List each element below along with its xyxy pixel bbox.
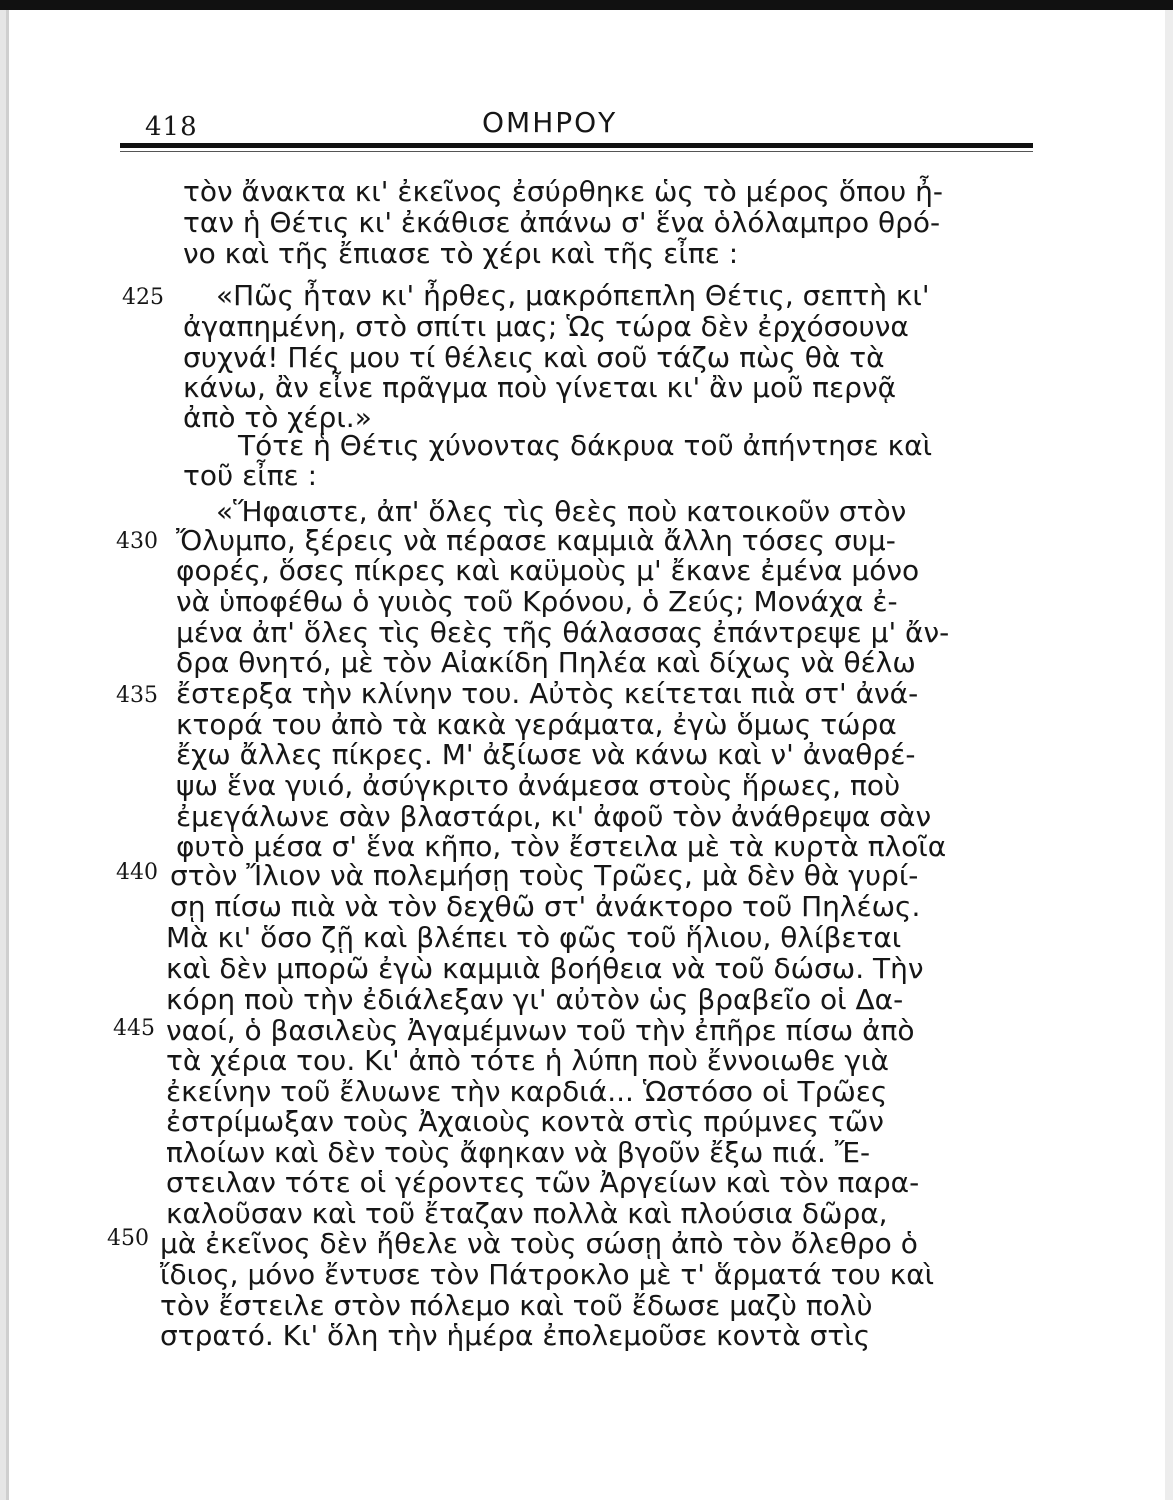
text-line: ἐστρίμωξαν τοὺς Ἀχαιοὺς κοντὰ στὶς πρύμνες τῶν — [166, 1105, 884, 1138]
text-line: ἀγαπημένη, στὸ σπίτι μας; Ὡς τώρα δὲν ἐρχόσουνα — [183, 310, 909, 343]
text-line: τὸν ἄνακτα κι' ἐκεῖνος ἐσύρθηκε ὡς τὸ μέρος ὅπου ἦ- — [183, 175, 943, 208]
text-line: ψω ἕνα γυιό, ἀσύγκριτο ἀνάμεσα στοὺς ἥρωες, ποὺ — [176, 769, 901, 802]
text-line: τὸν ἔστειλε στὸν πόλεμο καὶ τοῦ ἔδωσε μαζὺ πολὺ — [160, 1289, 873, 1322]
text-line: ἔχω ἄλλες πίκρες. Μ' ἀξίωσε νὰ κάνω καὶ ν' ἀναθρέ- — [176, 738, 916, 771]
text-line: ναοί, ὁ βασιλεὺς Ἀγαμέμνων τοῦ τὴν ἐπῆρε πίσω ἀπὸ — [166, 1014, 915, 1047]
line-number: 445 — [113, 1016, 155, 1041]
text-line: στρατό. Κι' ὅλη τὴν ἡμέρα ἐπολεμοῦσε κοντὰ στὶς — [160, 1319, 871, 1352]
text-line: ἀπὸ τὸ χέρι.» — [183, 401, 372, 434]
text-line: κτορά του ἀπὸ τὰ κακὰ γεράματα, ἐγὼ ὅμως τώρα — [176, 708, 897, 741]
running-head: ΟΜΗΡΟΥ — [482, 106, 618, 139]
text-line: φυτὸ μέσα σ' ἕνα κῆπο, τὸν ἔστειλα μὲ τὰ κυρτὰ πλοῖα — [176, 830, 947, 863]
text-line: Τότε ἡ Θέτις χύνοντας δάκρυα τοῦ ἀπήντησε καὶ — [238, 429, 933, 462]
text-line: στὸν Ἴλιον νὰ πολεμήσῃ τοὺς Τρῶες, μὰ δὲν θὰ γυρί- — [170, 859, 919, 892]
text-line: στειλαν τότε οἱ γέροντες τῶν Ἀργείων καὶ τὸν παρα- — [166, 1166, 920, 1199]
text-line: νὰ ὑποφέθω ὁ γυιὸς τοῦ Κρόνου, ὁ Ζεύς; Μονάχα ἐ- — [176, 585, 898, 618]
line-number: 435 — [116, 683, 158, 708]
page-right-edge — [1165, 10, 1173, 1500]
text-line: ἐμεγάλωνε σὰν βλαστάρι, κι' ἀφοῦ τὸν ἀνάθρεψα σὰν — [176, 800, 932, 833]
text-line: μένα ἀπ' ὅλες τὶς θεὲς τῆς θάλασσας ἐπάντρεψε μ' ἄν- — [176, 616, 950, 649]
text-line: κάνω, ἂν εἶνε πρᾶγμα ποὺ γίνεται κι' ἂν μοῦ περνᾷ — [183, 371, 897, 404]
text-line: Ὄλυμπο, ξέρεις νὰ πέρασε καμμιὰ ἄλλη τόσες συμ- — [176, 524, 896, 557]
text-line: μὰ ἐκεῖνος δὲν ἤθελε νὰ τοὺς σώσῃ ἀπὸ τὸν ὄλεθρο ὁ — [160, 1227, 918, 1260]
text-line: τοῦ εἶπε : — [183, 459, 318, 492]
page-top-edge — [0, 0, 1173, 10]
text-line: ἴδιος, μόνο ἔντυσε τὸν Πάτροκλο μὲ τ' ἅρματά του καὶ — [160, 1258, 935, 1291]
text-line: ταν ἡ Θέτις κι' ἐκάθισε ἀπάνω σ' ἕνα ὁλόλαμπρο θρό- — [183, 206, 941, 239]
text-line: σῃ πίσω πιὰ νὰ τὸν δεχθῶ στ' ἀνάκτορο τοῦ Πηλέως. — [170, 890, 921, 923]
text-line: καὶ δὲν μπορῶ ἐγὼ καμμιὰ βοήθεια νὰ τοῦ δώσω. Τὴν — [166, 952, 924, 985]
text-line: ἐκείνην τοῦ ἔλυωνε τὴν καρδιά... Ὡστόσο οἱ Τρῶες — [166, 1075, 888, 1108]
text-line: πλοίων καὶ δὲν τοὺς ἄφηκαν νὰ βγοῦν ἔξω πιά. Ἔ- — [166, 1136, 871, 1169]
page-number: 418 — [145, 112, 198, 142]
text-line: «Πῶς ἦταν κι' ἦρθες, μακρόπεπλη Θέτις, σεπτὴ κι' — [216, 279, 930, 312]
text-line: «Ἥφαιστε, ἀπ' ὅλες τὶς θεὲς ποὺ κατοικοῦν στὸν — [216, 495, 907, 528]
line-number: 440 — [116, 860, 158, 885]
line-number: 430 — [116, 529, 158, 554]
text-line: νο καὶ τῆς ἔπιασε τὸ χέρι καὶ τῆς εἶπε : — [183, 237, 739, 270]
text-line: ἔστερξα τὴν κλίνην του. Αὐτὸς κείτεται πιὰ στ' ἀνά- — [176, 677, 919, 710]
text-line: τὰ χέρια του. Κι' ἀπὸ τότε ἡ λύπη ποὺ ἔννοιωθε γιὰ — [166, 1044, 889, 1077]
text-line: καλοῦσαν καὶ τοῦ ἔταζαν πολλὰ καὶ πλούσια δῶρα, — [166, 1197, 888, 1230]
text-line: συχνά! Πές μου τί θέλεις καὶ σοῦ τάζω πὼς θὰ τὰ — [183, 341, 885, 374]
line-number: 450 — [107, 1226, 149, 1251]
text-line: κόρη ποὺ τὴν ἐδιάλεξαν γι' αὐτὸν ὡς βραβεῖο οἱ Δα- — [166, 983, 904, 1016]
page-left-shadow — [6, 10, 9, 1500]
text-line: δρα θνητό, μὲ τὸν Αἰακίδη Πηλέα καὶ δίχως νὰ θέλω — [176, 646, 916, 679]
line-number: 425 — [122, 285, 164, 310]
header-rule-thin — [120, 151, 1033, 152]
header-rule — [120, 143, 1033, 148]
text-line: Μὰ κι' ὅσο ζῇ καὶ βλέπει τὸ φῶς τοῦ ἥλιου, θλίβεται — [166, 921, 902, 954]
text-line: φορές, ὅσες πίκρες καὶ καϋμοὺς μ' ἔκανε ἐμένα μόνο — [176, 554, 920, 587]
